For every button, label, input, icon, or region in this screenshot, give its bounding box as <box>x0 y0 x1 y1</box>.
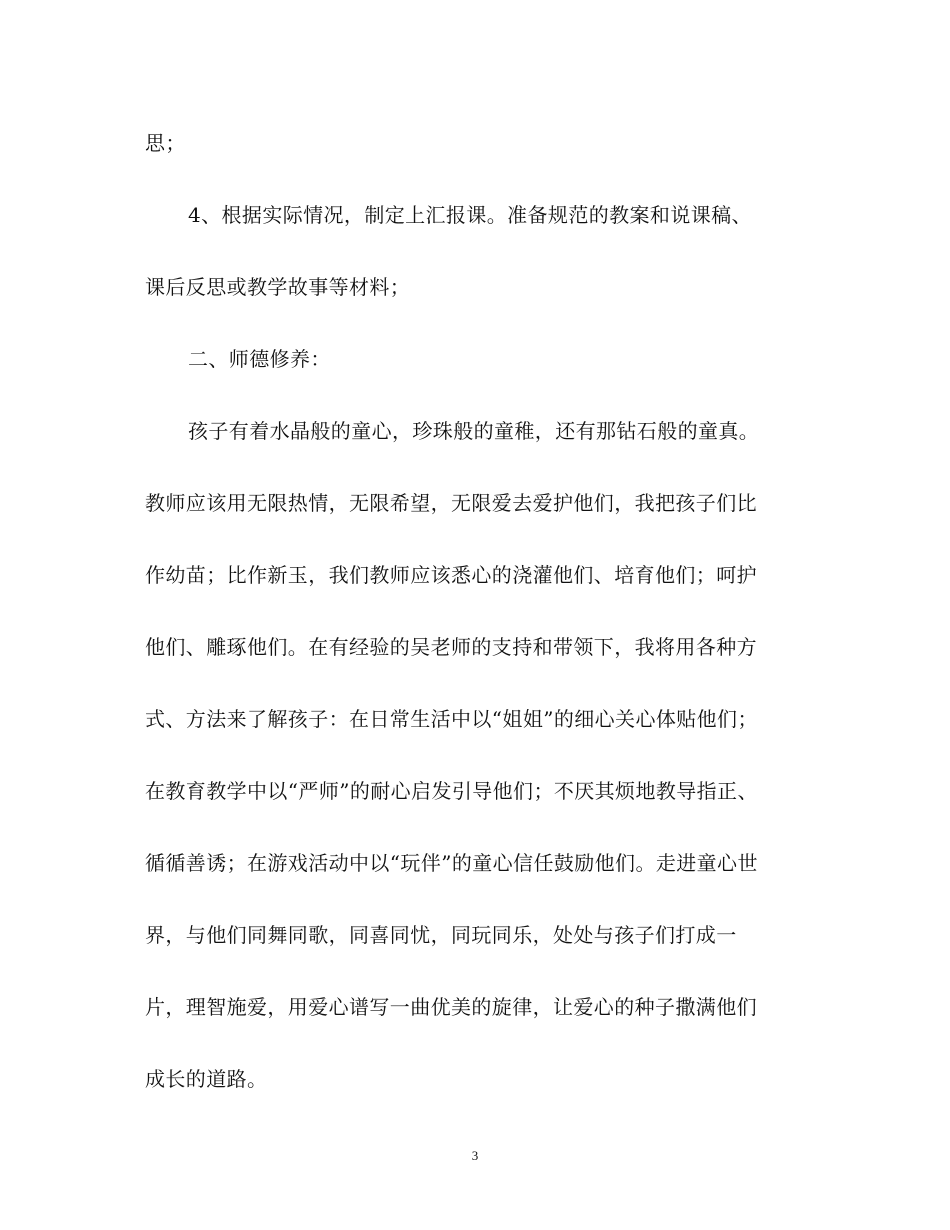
page-number: 3 <box>471 1148 479 1163</box>
text-line-3: 课后反思或教学故事等材料； <box>145 275 411 299</box>
text-line-7: 作幼苗；比作新玉，我们教师应该悉心的浇灌他们、培育他们；呵护 <box>145 563 757 587</box>
section-heading: 二、师德修养： <box>188 347 331 371</box>
text-line-2: 4、根据实际情况，制定上汇报课。准备规范的教案和说课稿、 <box>188 203 752 227</box>
text-line-11: 循循善诱；在游戏活动中以“玩伴”的童心信任鼓励他们。走进童心世 <box>145 851 758 875</box>
text-line-5: 孩子有着水晶般的童心，珍珠般的童稚，还有那钻石般的童真。 <box>188 419 760 443</box>
text-line-8: 他们、雕琢他们。在有经验的吴老师的支持和带领下，我将用各种方 <box>145 635 757 659</box>
text-line-13: 片，理智施爱，用爱心谱写一曲优美的旋律，让爱心的种子撒满他们 <box>145 995 757 1019</box>
text-line-1: 思； <box>145 131 186 155</box>
text-line-6: 教师应该用无限热情，无限希望，无限爱去爱护他们，我把孩子们比 <box>145 491 757 515</box>
text-line-14: 成长的道路。 <box>145 1067 268 1091</box>
text-line-12: 界，与他们同舞同歌，同喜同忧，同玩同乐，处处与孩子们打成一 <box>145 923 737 947</box>
text-line-10: 在教育教学中以“严师”的耐心启发引导他们；不厌其烦地教导指正、 <box>145 779 758 803</box>
text-line-9: 式、方法来了解孩子：在日常生活中以“姐姐”的细心关心体贴他们； <box>145 707 758 731</box>
